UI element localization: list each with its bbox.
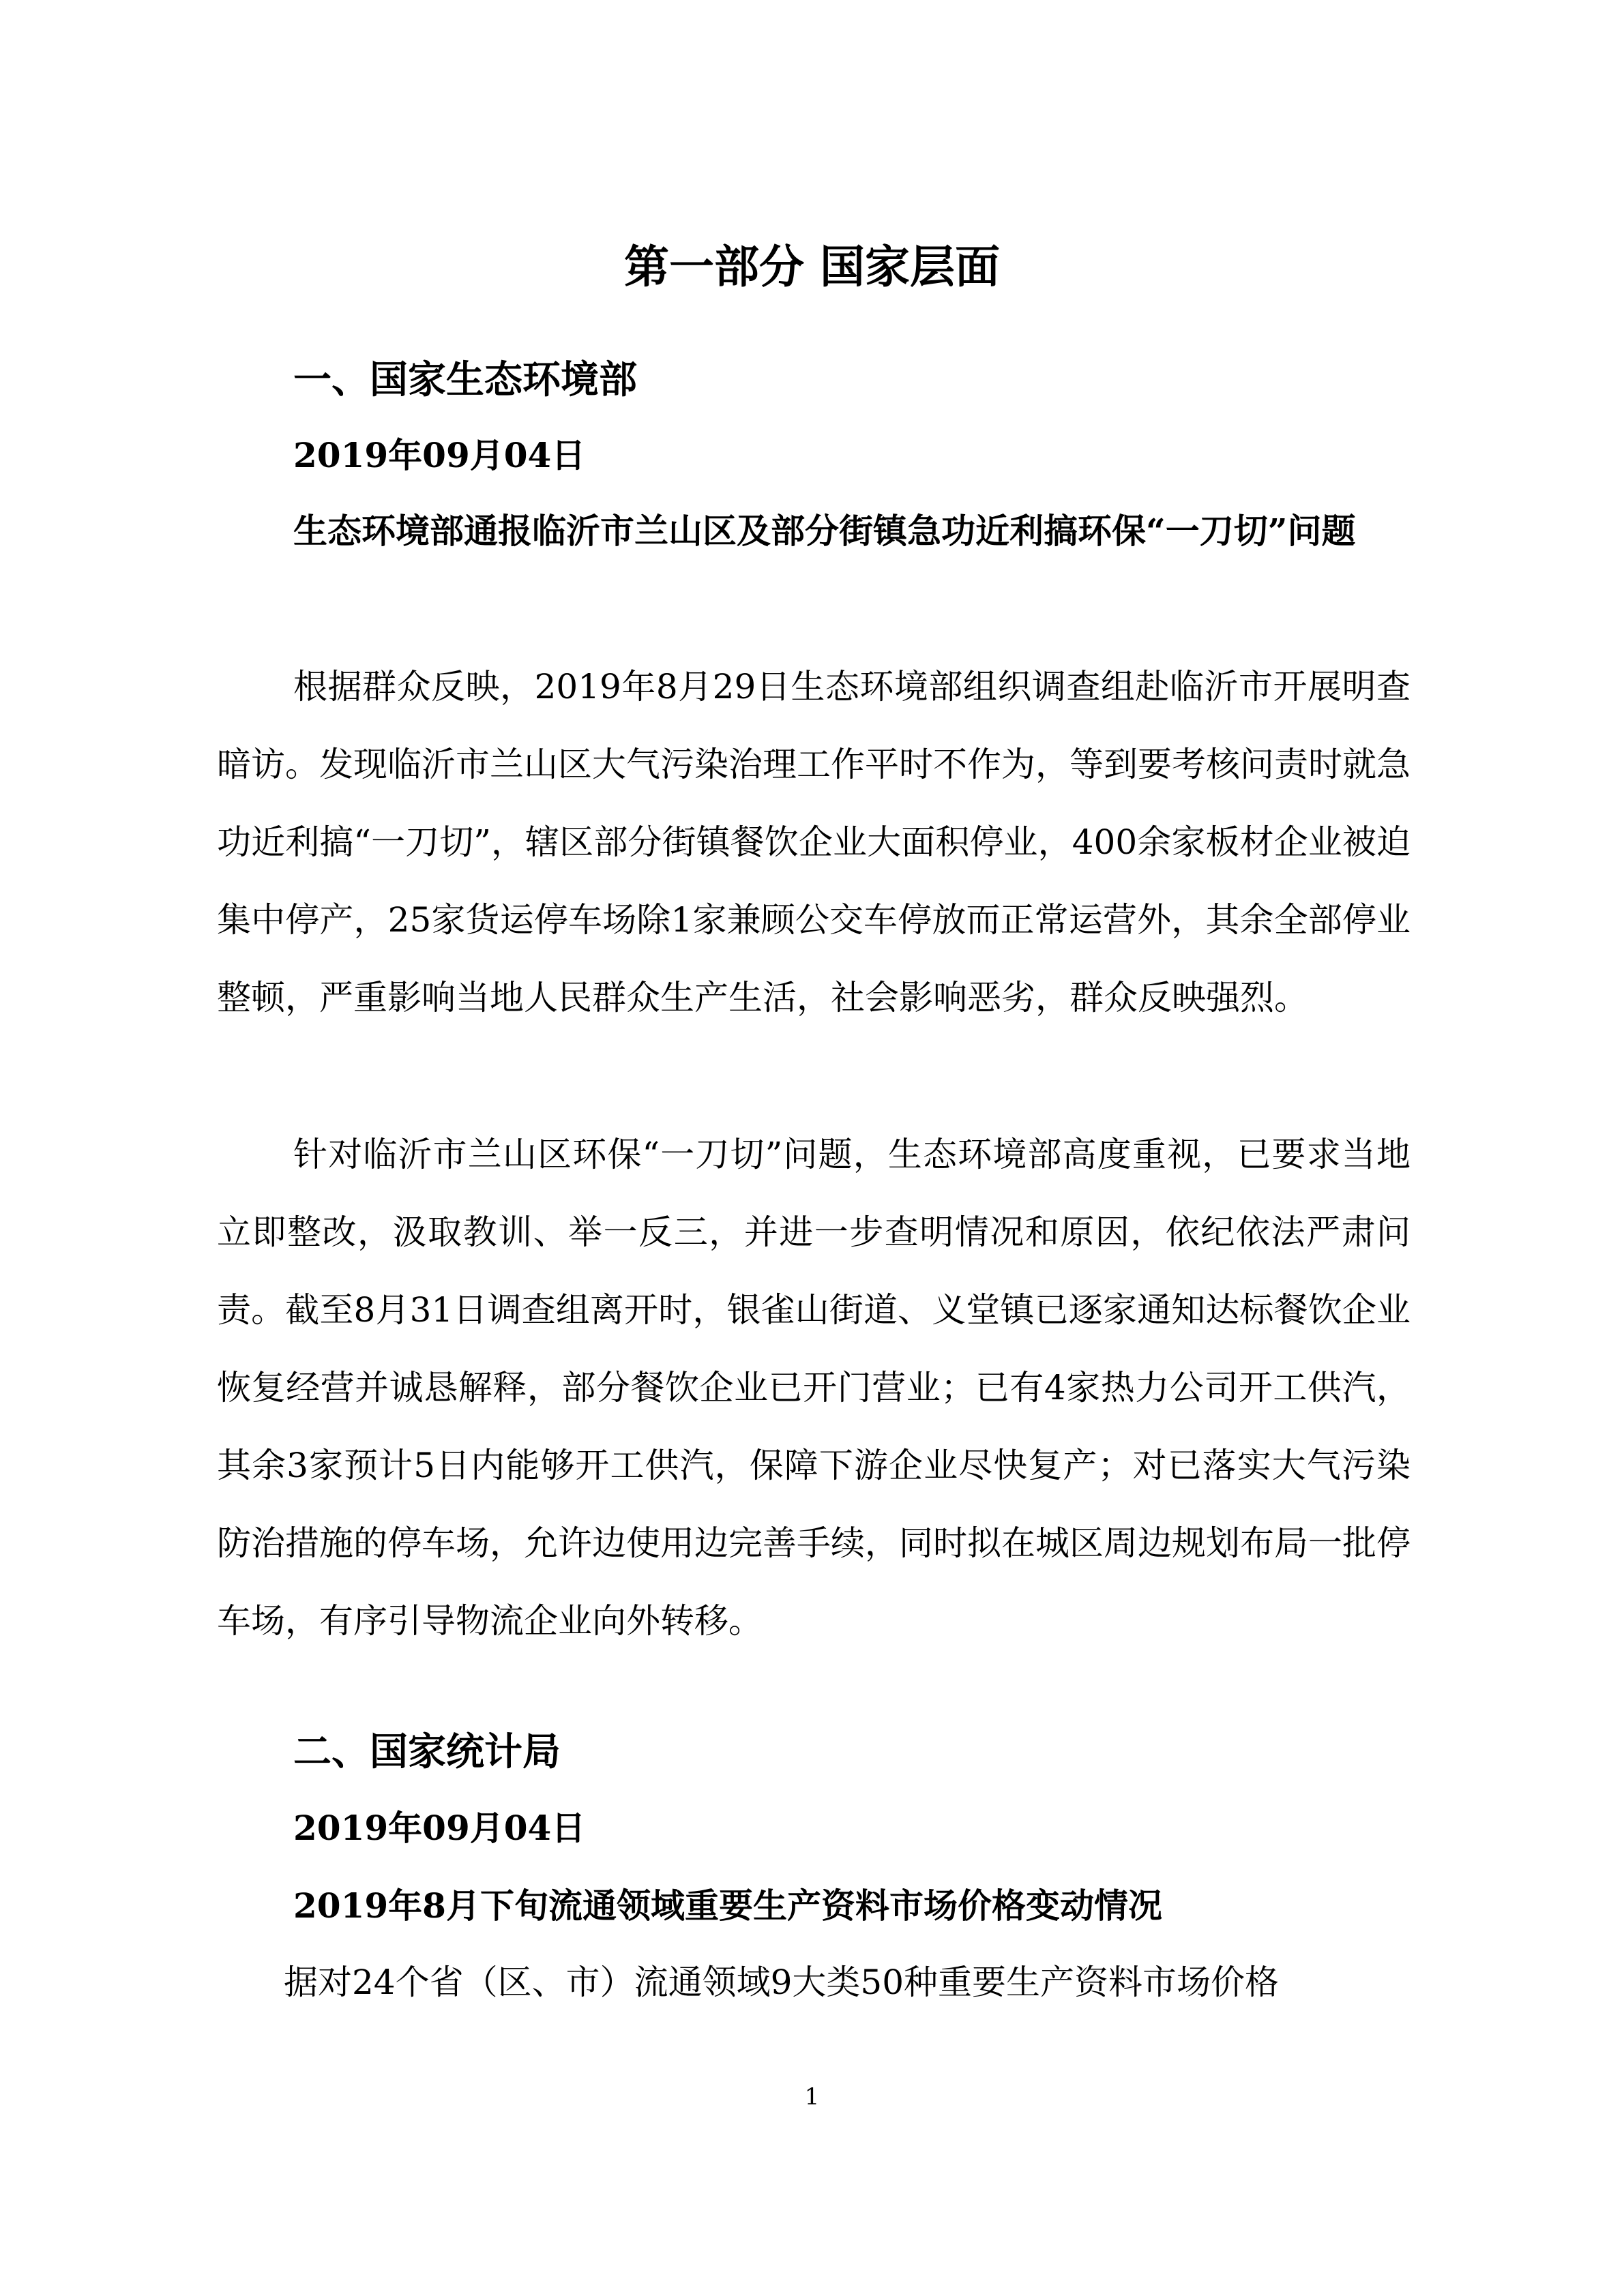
part-title: 第一部分 国家层面 — [624, 240, 1000, 293]
section-heading-statistics-bureau: 二、国家统计局 — [293, 1729, 561, 1774]
article-title: 生态环境部通报临沂市兰山区及部分街镇急功近利搞环保“一刀切”问题 — [293, 511, 1356, 551]
section-date: 2019年09月04日 — [293, 435, 586, 475]
article-paragraph: 针对临沂市兰山区环保“一刀切”问题，生态环境部高度重视，已要求当地立即整改，汲取教训、举一反三，并进一步查明情况和原因，依纪依法严肃问责。截至8月31日调查组离开时，银雀山街道、义堂镇已逐家通知达标餐饮企业恢复经营并诚恳解释，部分餐饮企业已开门营业；已有4家热力公司开工供汽，其余3家预计5日内能够开工供汽，保障下游企业尽快复产；对已落实大气污染防治措施的停车场，允许边使用边完善手续，同时拟在城区周边规划布局一批停车场，有序引导物流企业向外转移。 — [217, 1135, 1411, 1641]
article-title: 2019年8月下旬流通领域重要生产资料市场价格变动情况 — [293, 1885, 1162, 1926]
article-paragraph: 根据群众反映，2019年8月29日生态环境部组织调查组赴临沂市开展明查暗访。发现临沂市兰山区大气污染治理工作平时不作为，等到要考核问责时就急功近利搞“一刀切”，辖区部分街镇餐饮企业大面积停业，400余家板材企业被迫集中停产，25家货运停车场除1家兼顾公交车停放而正常运营外，其余全部停业整顿，严重影响当地人民群众生产生活，社会影响恶劣，群众反映强烈。 — [217, 667, 1411, 1017]
section-date: 2019年09月04日 — [293, 1808, 586, 1848]
article-paragraph: 据对24个省（区、市）流通领域9大类50种重要生产资料市场价格 — [284, 1963, 1280, 2002]
section-heading-ministry-ecology: 一、国家生态环境部 — [293, 357, 637, 402]
page-number: 1 — [804, 2083, 820, 2111]
